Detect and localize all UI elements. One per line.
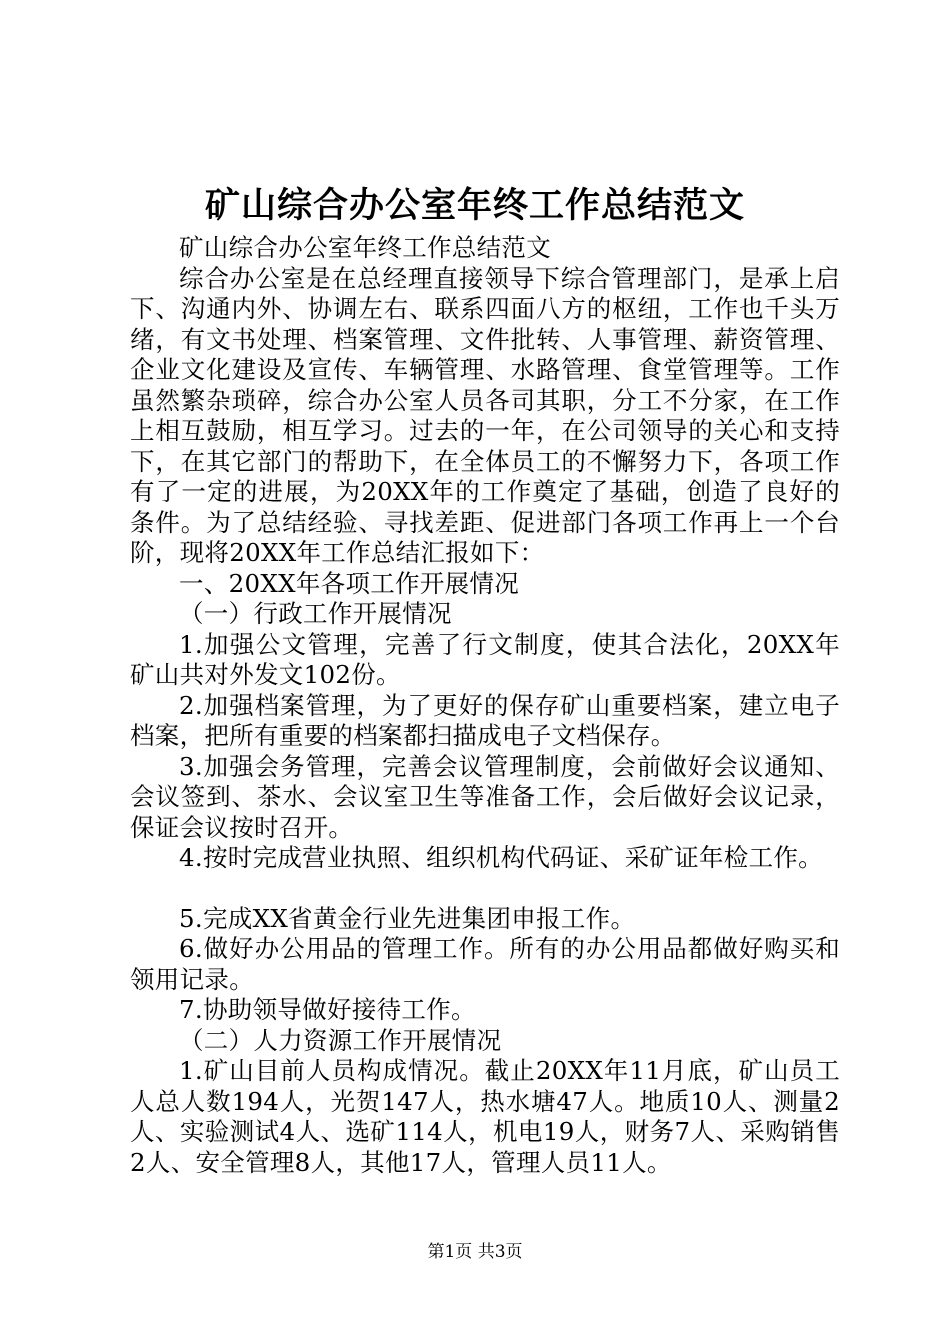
subsection-heading-hr: （二）人力资源工作开展情况: [179, 1025, 502, 1055]
list-item: 4.按时完成营业执照、组织机构代码证、采矿证年检工作。: [179, 843, 823, 872]
page-footer: 第1页 共3页: [427, 1242, 523, 1262]
paragraph-intro: 综合办公室是在总经理直接领导下综合管理部门，是承上启下、沟通内外、协调左右、联系四面八方的枢纽，工作也千头万绪，有文书处理、档案管理、文件批转、人事管理、薪资管理、企业文化建设及宣传、车辆管理、水路管理、食堂管理等。工作虽然繁杂琐碎，综合办公室人员各司其职，分工不分家，在工作上相互鼓励，相互学习。过去的一年，在公司领导的关心和支持下，在其它部门的帮助下，在全体员工的不懈努力下，各项工作有了一定的进展，为20XX年的工作奠定了基础，创造了良好的条件。为了总结经验、寻找差距、促进部门各项工作再上一个台阶，现将20XX年工作总结汇报如下：: [130, 263, 840, 567]
paragraph-subtitle: 矿山综合办公室年终工作总结范文: [179, 233, 551, 262]
document-title: 矿山综合办公室年终工作总结范文: [204, 185, 745, 226]
list-item: 7.协助领导做好接待工作。: [179, 995, 476, 1024]
list-item: 3.加强会务管理，完善会议管理制度，会前做好会议通知、会议签到、茶水、会议室卫生等准备工作，会后做好会议记录，保证会议按时召开。: [130, 751, 840, 842]
document-body: [130, 233, 840, 1178]
subsection-heading-admin: （一）行政工作开展情况: [179, 599, 452, 628]
list-item: 1.加强公文管理，完善了行文制度，使其合法化，20XX年矿山共对外发文102份。: [130, 629, 840, 689]
section-heading-1: 一、20XX年各项工作开展情况: [179, 568, 520, 598]
list-item: 1.矿山目前人员构成情况。截止20XX年11月底，矿山员工人总人数194人，光贺147人，热水塘47人。地质10人、测量2人、实验测试4人、选矿114人，机电19人，财务7人、采购销售2人、安全管理8人，其他17人，管理人员11人。: [130, 1056, 840, 1177]
list-item: 6.做好办公用品的管理工作。所有的办公用品都做好购买和领用记录。: [130, 934, 840, 994]
list-item: 2.加强档案管理，为了更好的保存矿山重要档案，建立电子档案，把所有重要的档案都扫描成电子文档保存。: [130, 690, 840, 750]
blank-line: [130, 874, 840, 904]
list-item: 5.完成XX省黄金行业先进集团申报工作。: [179, 903, 636, 933]
